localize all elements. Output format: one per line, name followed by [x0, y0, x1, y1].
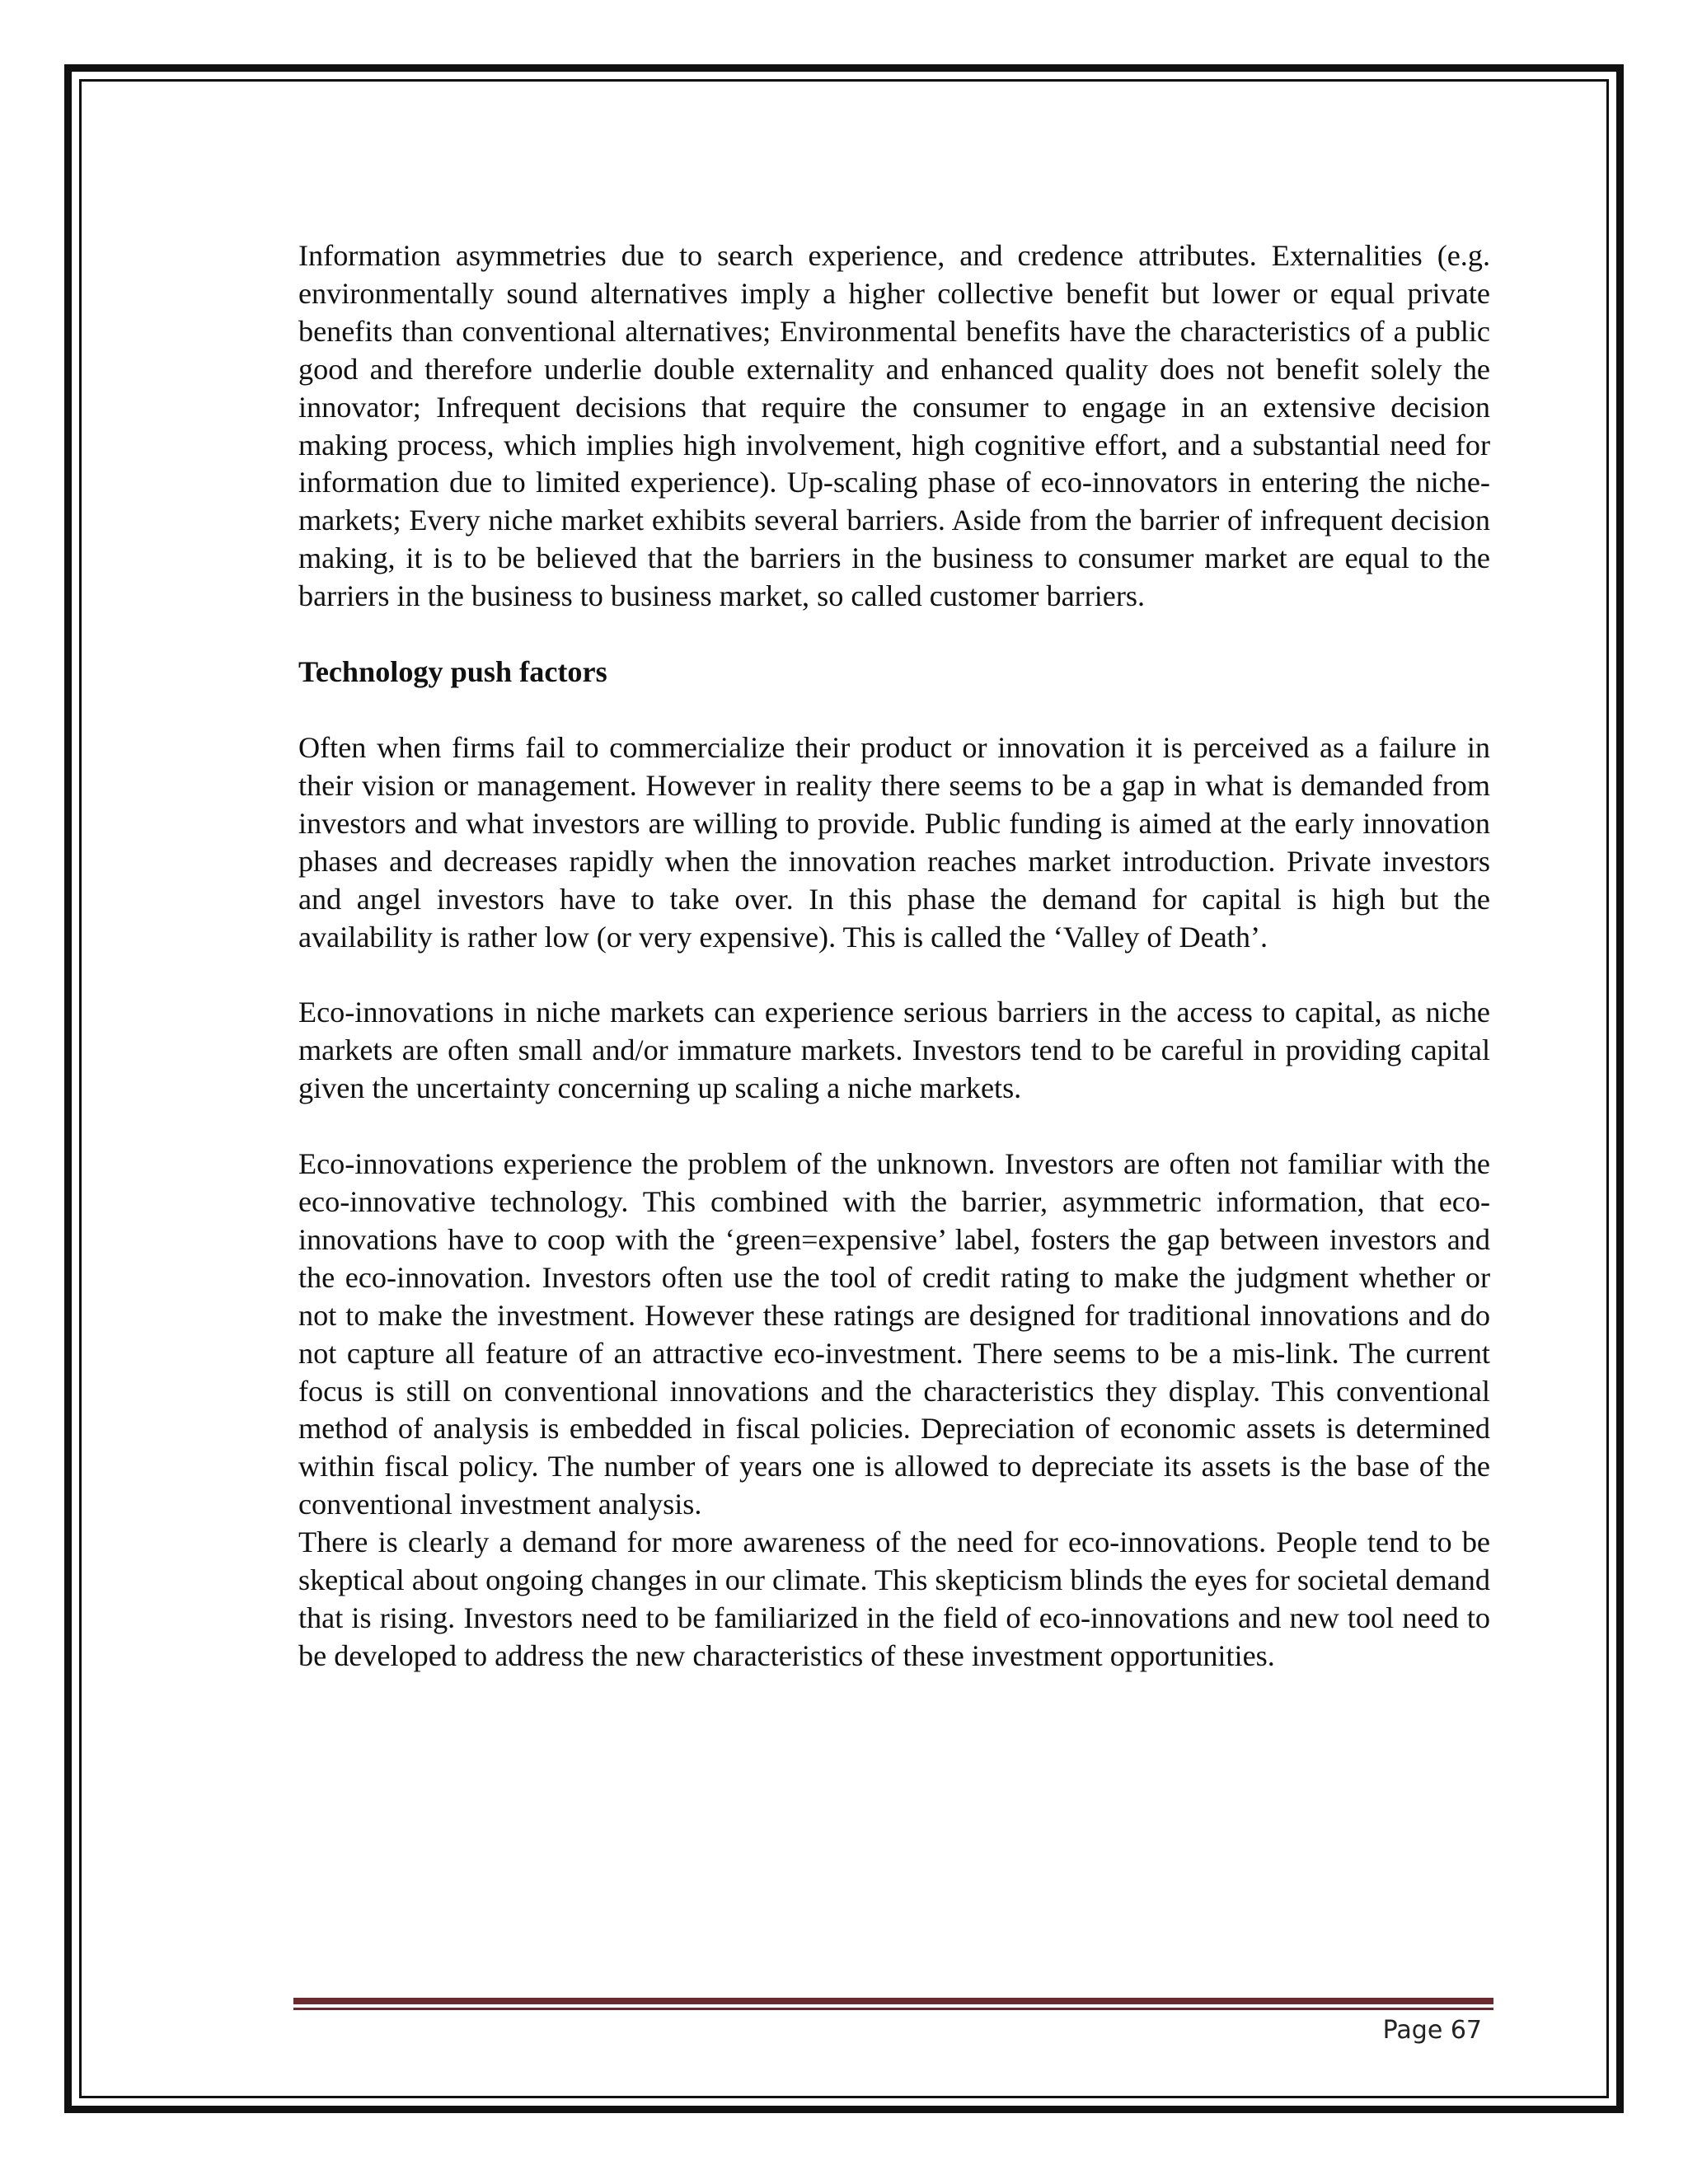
- paragraph-niche-markets: Eco-innovations in niche markets can experience serious barriers in the access to capital, as niche markets are often small and/or immature markets. Investors tend to be careful in providing capital given the uncertainty concerning up scaling a niche markets.: [298, 996, 1490, 1105]
- section-heading: Technology push factors: [298, 655, 607, 689]
- footer-rule-thin: [293, 2008, 1493, 2010]
- page-content: [298, 237, 1490, 1675]
- paragraph-spacer: [298, 616, 1490, 654]
- paragraph-information-asymmetries: Information asymmetries due to search experience, and credence attributes. Externalities (e.g. environmentally sound alternatives imply a higher collective benefit but lower or equal private benefits than conventional alternatives; Environmental benefits have the characteristics of a public good and therefore underlie double externality and enhanced quality does not benefit solely the innovator; Infrequent decisions that require the consumer to engage in an extensive decision making process, which implies high involvement, high cognitive effort, and a substantial need for information due to limited experience). Up-scaling phase of eco-innovators in entering the niche-markets; Every niche market exhibits several barriers. Aside from the barrier of infrequent decision making, it is to be believed that the barriers in the business to consumer market are equal to the barriers in the business to business market, so called customer barriers.: [298, 239, 1490, 613]
- paragraph-valley-of-death: Often when firms fail to commercialize their product or innovation it is perceived as a failure in their vision or management. However in reality there seems to be a gap in what is demanded from investors and what investors are willing to provide. Public funding is aimed at the early innovation phases and decreases rapidly when the innovation reaches market introduction. Private investors and angel investors have to take over. In this phase the demand for capital is high but the availability is rather low (or very expensive). This is called the ‘Valley of Death’.: [298, 730, 1490, 954]
- paragraph-spacer: [298, 1108, 1490, 1146]
- paragraph-spacer: [298, 691, 1490, 729]
- paragraph-spacer: [298, 956, 1490, 994]
- paragraph-awareness: There is clearly a demand for more awareness of the need for eco-innovations. People tend to be skeptical about ongoing changes in our climate. This skepticism blinds the eyes for societal demand that is rising. Investors need to be familiarized in the field of eco-innovations and new tool need to be developed to address the new characteristics of these investment opportunities.: [298, 1526, 1490, 1672]
- paragraph-problem-of-unknown: Eco-innovations experience the problem of the unknown. Investors are often not familiar with the eco-innovative technology. This combined with the barrier, asymmetric information, that eco-innovations have to coop with the ‘green=expensive’ label, fosters the gap between investors and the eco-innovation. Investors often use the tool of credit rating to make the judgment whether or not to make the investment. However these ratings are designed for traditional innovations and do not capture all feature of an attractive eco-investment. There seems to be a mis-link. The current focus is still on conventional innovations and the characteristics they display. This conventional method of analysis is embedded in fiscal policies. Depreciation of economic assets is determined within fiscal policy. The number of years one is allowed to depreciate its assets is the base of the conventional investment analysis.: [298, 1147, 1490, 1521]
- footer-rule: [293, 1998, 1493, 2004]
- page-number: Page 67: [1382, 2016, 1482, 2045]
